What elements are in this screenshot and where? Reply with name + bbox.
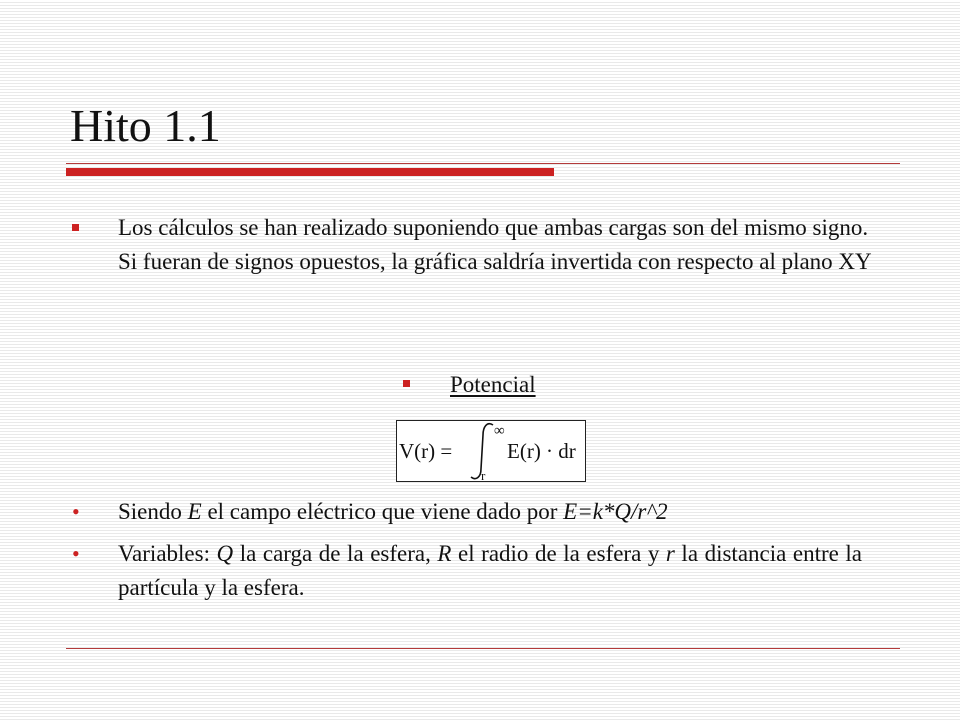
bullet-square-icon [72, 224, 79, 231]
formula-integrand: E(r) · dr [507, 439, 576, 463]
title-underline-thick [66, 168, 554, 176]
bullet-dot-icon: • [72, 499, 80, 524]
slide-title: Hito 1.1 [70, 100, 221, 151]
bullet-dot-icon: • [72, 541, 80, 566]
potential-formula [396, 420, 586, 482]
potencial-link[interactable]: Potencial [450, 372, 536, 397]
formula-lower-limit: r [481, 468, 486, 481]
formula-lhs: V(r) = [399, 439, 453, 463]
formula-upper-limit: ∞ [494, 423, 505, 439]
bullet-text-campo: Siendo E el campo eléctrico que viene dado por E=k*Q/r^2 [118, 499, 668, 524]
title-underline-thin [66, 163, 900, 164]
bullet-text-variables: Variables: Q la carga de la esfera, R el radio de la esfera y r la distancia entre la partícula y la esfera. [118, 541, 863, 600]
bullet-text-cargas: Los cálculos se han realizado suponiendo que ambas cargas son del mismo signo. Si fueran de signos opuestos, la gráfica saldría invertida con respecto al plano XY [118, 215, 872, 274]
bullet-square-icon [403, 380, 410, 387]
bottom-rule [66, 648, 900, 649]
